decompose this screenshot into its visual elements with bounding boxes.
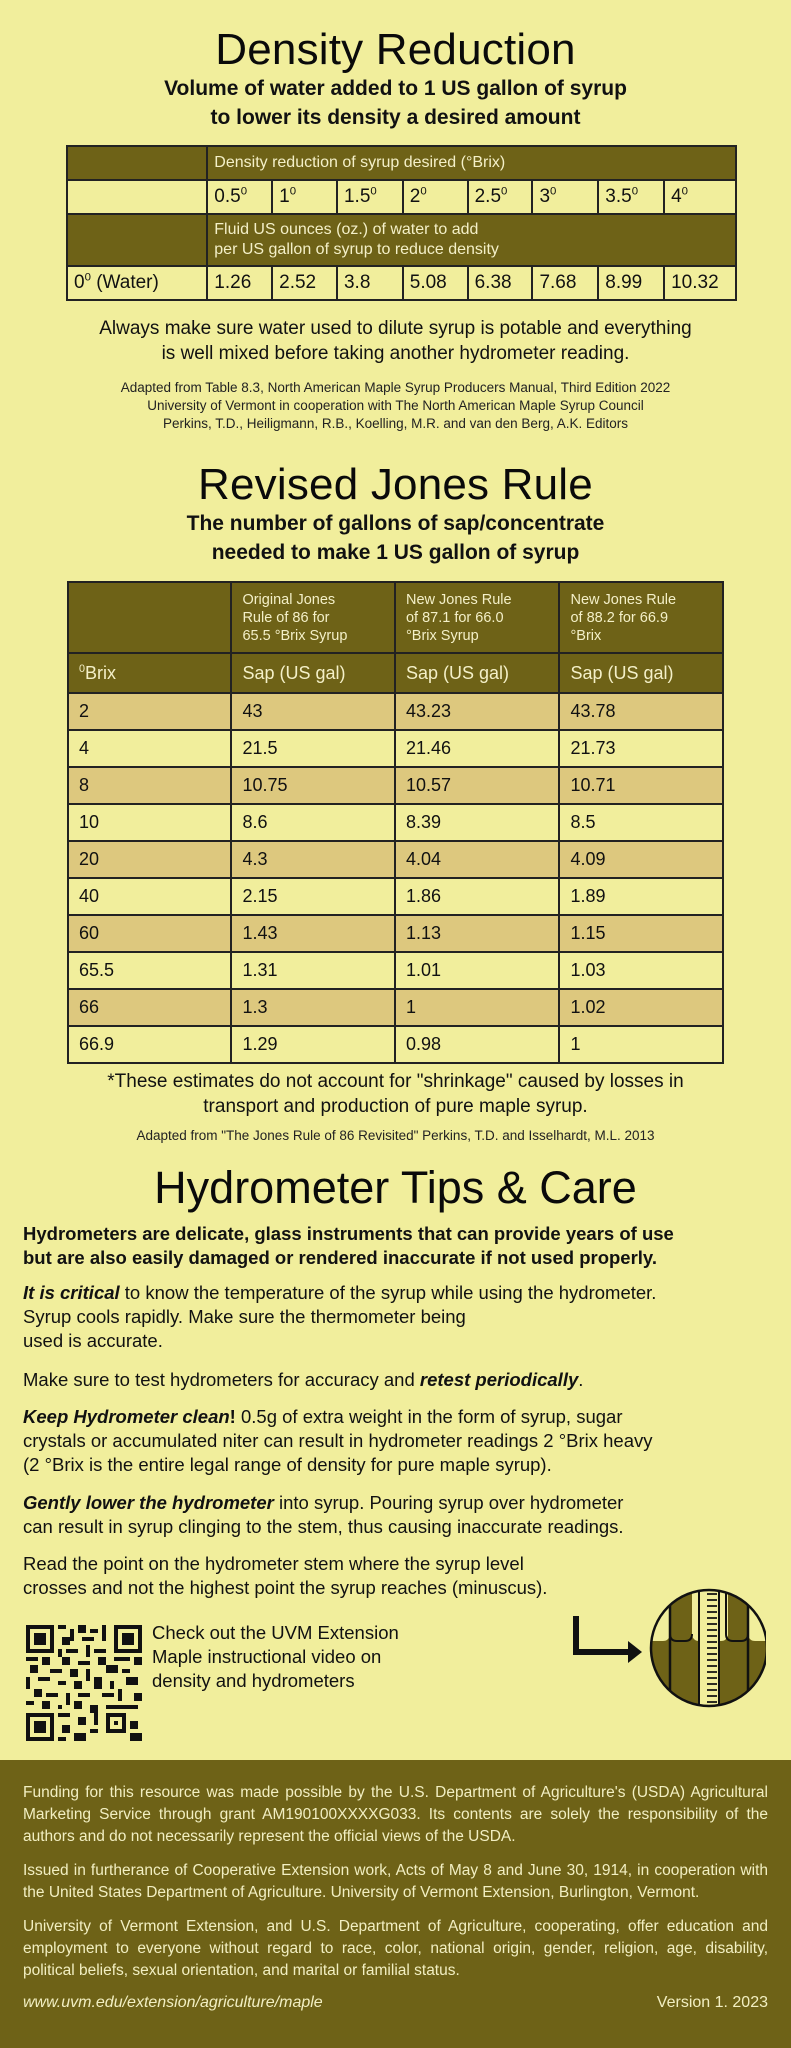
ounce-cell: 2.52 <box>272 266 337 300</box>
water-row-label: $0^0$ (Water) <box>67 266 207 300</box>
tips-intro: Hydrometers are delicate, glass instruments that can provide years of use but are also easily damaged or rendered inaccurate if not used properly. <box>23 1223 674 1268</box>
website-link[interactable]: www.uvm.edu/extension/agriculture/maple <box>23 1994 323 2011</box>
reduction-header: Density reduction of syrup desired (°Brix) <box>207 146 736 180</box>
density-section-header <box>0 27 791 132</box>
empty-cell <box>67 180 207 214</box>
table-row: 40 2.15 1.86 1.89 <box>68 878 723 915</box>
ounce-cell: 8.99 <box>598 266 664 300</box>
jones-note: *These estimates do not account for "shrinkage" caused by losses in transport and production of pure maple syrup. <box>107 1071 684 1117</box>
reduction-cell: $1^0$ <box>272 180 337 214</box>
jones-rule-table <box>67 581 724 1064</box>
tip-gently-lower: Gently lower the hydrometer into syrup. Pouring syrup over hydrometer can result in syrup clinging to the stem, thus causing inaccurate readings. <box>23 1492 624 1537</box>
jones-section-header <box>0 462 791 567</box>
density-reduction-table <box>66 145 737 301</box>
jones-subtitle-line1: The number of gallons of sap/concentrate <box>186 512 605 536</box>
reduction-cell: $0.5^0$ <box>207 180 272 214</box>
table-row: 60 1.43 1.13 1.15 <box>68 915 723 952</box>
col-header-new-882: New Jones Rule of 88.2 for 66.9 °Brix <box>559 582 723 653</box>
reduction-cell: $3.5^0$ <box>598 180 664 214</box>
table-row: 20 4.3 4.04 4.09 <box>68 841 723 878</box>
brix-header: $^0$Brix <box>68 653 231 693</box>
reduction-cell: $3^0$ <box>532 180 598 214</box>
issued-statement: Issued in furtherance of Cooperative Extension work, Acts of May 8 and June 30, 1914, in cooperation with the United States Department of Agriculture. University of Vermont Extension, Burlington, Vermont. <box>23 1862 768 1901</box>
empty-dark-cell <box>67 214 207 266</box>
footer-bottom-row <box>23 1994 768 2012</box>
jones-units-row <box>68 653 723 693</box>
ounce-cell: 3.8 <box>337 266 403 300</box>
table-row: 2 43 43.23 43.78 <box>68 693 723 730</box>
density-note: Always make sure water used to dilute syrup is potable and everything is well mixed before taking another hydrometer reading. <box>99 318 692 364</box>
hydrometer-meniscus-illustration-icon <box>566 1578 766 1708</box>
reduction-cell: $2.5^0$ <box>468 180 533 214</box>
water-values-row <box>67 266 736 300</box>
version-label: Version 1. 2023 <box>656 1994 768 2011</box>
qr-caption: Check out the UVM Extension Maple instructional video on density and hydrometers <box>152 1622 399 1691</box>
table-corner-cell <box>68 582 231 653</box>
ounce-cell: 6.38 <box>468 266 533 300</box>
tip-read-level: Read the point on the hydrometer stem where the syrup level crosses and not the highest point the syrup reaches (minuscus). <box>23 1553 548 1598</box>
reduction-cell: $2^0$ <box>403 180 468 214</box>
density-subtitle-line2: to lower its density a desired amount <box>210 106 581 130</box>
col-header-new-871: New Jones Rule of 87.1 for 66.0 °Brix Syrup <box>395 582 560 653</box>
tips-title: Hydrometer Tips & Care <box>154 1162 637 1213</box>
table-corner-cell <box>67 146 207 180</box>
equal-opportunity-statement: University of Vermont Extension, and U.S. Department of Agriculture, cooperating, offer education and employment to everyone without regard to race, color, national origin, gender, religion, age, disability, political beliefs, sexual orientation, and marital or familial status. <box>23 1918 768 1979</box>
ounce-cell: 1.26 <box>207 266 272 300</box>
footer <box>0 1760 791 2048</box>
table-row: 66.9 1.29 0.98 1 <box>68 1026 723 1063</box>
jones-citation: Adapted from "The Jones Rule of 86 Revisited" Perkins, T.D. and Isselhardt, M.L. 2013 <box>136 1128 655 1143</box>
table-row: 65.5 1.31 1.01 1.03 <box>68 952 723 989</box>
tip-keep-clean: Keep Hydrometer clean! 0.5g of extra weight in the form of syrup, sugar crystals or accumulated niter can result in hydrometer readings 2 °Brix heavy (2 °Brix is the entire legal range of density for pure maple syrup). <box>23 1406 653 1475</box>
reduction-cell: $1.5^0$ <box>337 180 403 214</box>
jones-title: Revised Jones Rule <box>198 460 593 509</box>
jones-subtitle-line2: needed to make 1 US gallon of syrup <box>211 541 580 565</box>
density-citation: Adapted from Table 8.3, North American Maple Syrup Producers Manual, Third Edition 2022 University of Vermont in cooperation with The North American Maple Syrup Council Perkins, T.D., Heiligmann, R.B., Koelling, M.R. and van den Berg, A.K. Editors <box>120 380 671 431</box>
density-title: Density Reduction <box>215 25 576 74</box>
ounce-cell: 10.32 <box>664 266 736 300</box>
col-header-original: Original Jones Rule of 86 for 65.5 °Brix Syrup <box>231 582 395 653</box>
table-row: 10 8.6 8.39 8.5 <box>68 804 723 841</box>
table-row: 8 10.75 10.57 10.71 <box>68 767 723 804</box>
tip-retest: Make sure to test hydrometers for accuracy and retest periodically. <box>23 1369 584 1390</box>
reduction-values-row <box>67 180 736 214</box>
ounce-cell: 5.08 <box>403 266 468 300</box>
table-row: 4 21.5 21.46 21.73 <box>68 730 723 767</box>
funding-statement: Funding for this resource was made possible by the U.S. Department of Agriculture's (USDA) Agricultural Marketing Service through grant AM190100XXXXG033. Its contents are solely the responsibility of the authors and do not necessarily represent the official views of the USDA. <box>23 1784 768 1845</box>
tip-temperature: It is critical to know the temperature of the syrup while using the hydrometer. Syrup cools rapidly. Make sure the thermometer being used is accurate. <box>23 1282 657 1351</box>
qr-code-icon[interactable] <box>26 1625 142 1741</box>
table-row: 66 1.3 1 1.02 <box>68 989 723 1026</box>
sap-header: Sap (US gal) <box>395 653 560 693</box>
ounces-header: Fluid US ounces (oz.) of water to add per US gallon of syrup to reduce density <box>207 214 736 266</box>
jones-header-row <box>68 582 723 653</box>
density-subtitle-line1: Volume of water added to 1 US gallon of syrup <box>164 77 627 101</box>
reduction-cell: $4^0$ <box>664 180 736 214</box>
sap-header: Sap (US gal) <box>231 653 395 693</box>
ounce-cell: 7.68 <box>532 266 598 300</box>
sap-header: Sap (US gal) <box>559 653 723 693</box>
